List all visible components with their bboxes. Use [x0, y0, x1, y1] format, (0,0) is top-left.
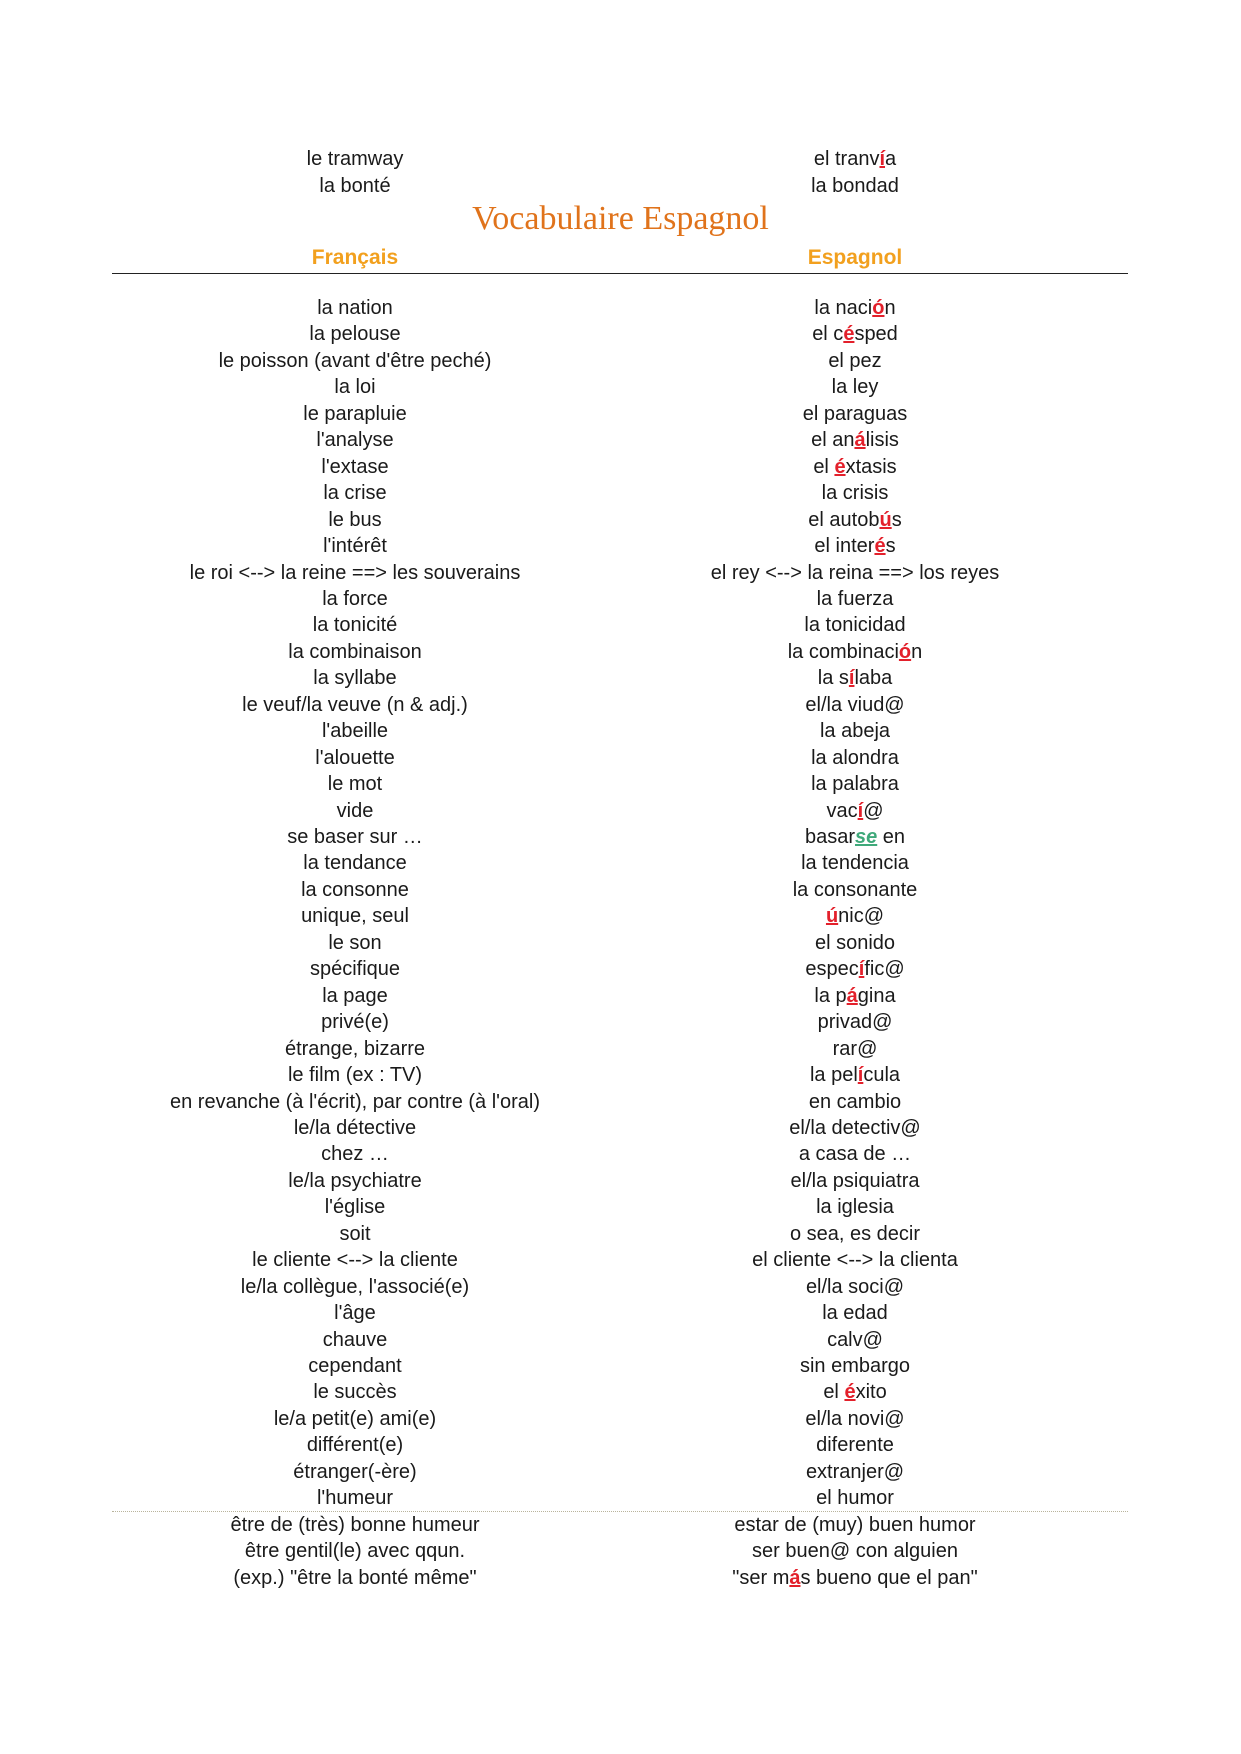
spanish-term — [610, 1062, 1100, 1088]
vocab-row — [0, 586, 1241, 612]
french-term: la crise — [323, 482, 387, 505]
vocab-row — [0, 295, 1241, 321]
french-term: l'alouette — [315, 746, 395, 769]
column-header-espagnol: Espagnol — [807, 246, 903, 269]
term-segment: calv@ — [827, 1328, 883, 1351]
spanish-term — [610, 824, 1100, 850]
spanish-term — [610, 560, 1100, 586]
vocab-row — [0, 956, 1241, 982]
vocab-row — [0, 877, 1241, 903]
spanish-term — [610, 295, 1100, 321]
vocab-row — [0, 1459, 1241, 1485]
term-segment: lisis — [865, 429, 899, 452]
spanish-term — [610, 507, 1100, 533]
french-term: le parapluie — [303, 402, 407, 425]
stress-highlight: é — [834, 455, 846, 478]
french-term: étrange, bizarre — [284, 1037, 426, 1060]
stress-highlight: se — [854, 826, 878, 848]
term-segment: xtasis — [845, 455, 897, 478]
term-segment: cula — [863, 1064, 901, 1087]
term-segment: el — [823, 1381, 845, 1404]
vocab-row — [0, 1115, 1241, 1141]
french-term: la consonne — [301, 878, 409, 901]
stress-highlight: ó — [898, 640, 912, 663]
term-segment: el sonido — [814, 931, 896, 954]
spanish-term — [610, 173, 1100, 199]
term-segment: ser buen@ con alguien — [752, 1540, 958, 1563]
vocab-row — [0, 1485, 1241, 1511]
french-term: l'extase — [321, 455, 389, 478]
term-segment: el/la soci@ — [805, 1275, 905, 1298]
french-term: le roi <--> la reine ==> les souverains — [189, 561, 521, 584]
spanish-term — [610, 1512, 1100, 1538]
vocab-row — [0, 1300, 1241, 1326]
spanish-term — [610, 1168, 1100, 1194]
term-segment: en cambio — [808, 1090, 902, 1113]
term-segment: el paraguas — [802, 402, 908, 425]
french-term: le bus — [328, 508, 382, 531]
page-title: Vocabulaire Espagnol — [472, 200, 769, 237]
french-term: différent(e) — [306, 1434, 404, 1457]
french-term: le son — [328, 931, 382, 954]
term-segment: a — [885, 148, 897, 170]
french-term: la syllabe — [313, 667, 397, 690]
french-term: l'intérêt — [323, 535, 387, 558]
vocab-row — [0, 348, 1241, 374]
vocab-row — [0, 1353, 1241, 1379]
spanish-term — [610, 1300, 1100, 1326]
term-segment: el rey <--> la reina ==> los reyes — [710, 561, 1000, 584]
vocab-row — [0, 745, 1241, 771]
vocab-row — [0, 1512, 1241, 1538]
french-term: privé(e) — [321, 1011, 389, 1034]
vocab-row — [0, 1062, 1241, 1088]
term-segment: estar de (muy) buen humor — [734, 1513, 976, 1536]
term-segment: el/la detectiv@ — [789, 1116, 921, 1139]
spanish-term — [610, 930, 1100, 956]
spanish-term — [610, 612, 1100, 638]
vocab-row — [0, 771, 1241, 797]
header-divider — [112, 273, 1128, 274]
term-segment: basar — [804, 826, 855, 848]
term-segment: sped — [854, 323, 898, 346]
spanish-term — [610, 983, 1100, 1009]
french-term: vide — [336, 799, 374, 822]
vocab-row — [0, 824, 1241, 850]
term-segment: xito — [855, 1381, 887, 1404]
term-segment: el/la psiquiatra — [790, 1169, 920, 1192]
vocab-row — [0, 798, 1241, 824]
vocab-row — [0, 1274, 1241, 1300]
term-segment: @ — [863, 799, 884, 822]
spanish-term — [610, 956, 1100, 982]
french-term: la tendance — [303, 852, 407, 875]
vocab-row — [0, 401, 1241, 427]
stress-highlight: é — [874, 535, 886, 558]
term-segment: el an — [811, 429, 855, 452]
term-segment: la crisis — [821, 482, 889, 505]
french-term: la force — [322, 587, 388, 610]
term-segment: el tranv — [813, 148, 880, 170]
spanish-term — [610, 348, 1100, 374]
stress-highlight: í — [857, 1064, 864, 1087]
term-segment: "ser m — [732, 1566, 790, 1589]
french-term: l'âge — [334, 1302, 376, 1325]
spanish-term — [610, 798, 1100, 824]
french-term: soit — [339, 1222, 371, 1245]
term-segment: laba — [854, 667, 893, 690]
spanish-term — [610, 1565, 1100, 1591]
vocab-row — [0, 533, 1241, 559]
term-segment: la p — [814, 984, 847, 1007]
stress-highlight: é — [843, 323, 855, 346]
term-segment: diferente — [816, 1434, 894, 1457]
spanish-term — [610, 1115, 1100, 1141]
vocab-row — [0, 692, 1241, 718]
vocab-row — [0, 1406, 1241, 1432]
french-term: le veuf/la veuve (n & adj.) — [242, 693, 468, 716]
term-segment: el — [813, 455, 835, 478]
french-term: unique, seul — [301, 905, 409, 928]
section-divider — [112, 1511, 1128, 1512]
stress-highlight: í — [848, 667, 855, 690]
spanish-term — [610, 718, 1100, 744]
spanish-term — [610, 665, 1100, 691]
stress-highlight: í — [858, 958, 865, 981]
term-segment: n — [911, 640, 923, 663]
term-segment: el autob — [808, 508, 880, 531]
vocab-row — [0, 173, 1241, 199]
spanish-term — [610, 321, 1100, 347]
french-term: (exp.) "être la bonté même" — [233, 1566, 477, 1589]
term-segment: vac — [826, 799, 858, 822]
term-segment: el pez — [828, 349, 882, 372]
spanish-term — [610, 427, 1100, 453]
spanish-term — [610, 850, 1100, 876]
term-segment: fic@ — [864, 958, 905, 981]
term-segment: privad@ — [817, 1011, 893, 1034]
vocab-row — [0, 480, 1241, 506]
french-term: être de (très) bonne humeur — [230, 1513, 480, 1536]
term-segment: nic@ — [838, 905, 885, 928]
term-segment: la fuerza — [816, 587, 894, 610]
stress-highlight: ó — [872, 297, 885, 319]
french-term: être gentil(le) avec qqun. — [244, 1540, 466, 1563]
french-term: chauve — [322, 1328, 388, 1351]
stress-highlight: ú — [825, 905, 839, 928]
term-segment: n — [884, 297, 896, 319]
stress-highlight: í — [857, 799, 864, 822]
vocab-row — [0, 1221, 1241, 1247]
term-segment: la abeja — [819, 720, 891, 743]
french-term: spécifique — [309, 958, 401, 981]
term-segment: la s — [817, 667, 849, 690]
spanish-term — [610, 771, 1100, 797]
spanish-term — [610, 745, 1100, 771]
term-segment: el/la viud@ — [805, 693, 905, 716]
term-segment: la iglesia — [816, 1196, 894, 1219]
term-segment: rar@ — [832, 1037, 878, 1060]
french-term: le mot — [327, 773, 383, 796]
french-term: en revanche (à l'écrit), par contre (à l'oral) — [169, 1090, 540, 1113]
french-term: le film (ex : TV) — [287, 1064, 423, 1087]
stress-highlight: á — [789, 1566, 801, 1589]
vocab-row — [0, 850, 1241, 876]
vocab-row — [0, 560, 1241, 586]
spanish-term — [610, 1274, 1100, 1300]
spanish-term — [610, 639, 1100, 665]
french-term: la nation — [317, 297, 393, 319]
spanish-term — [610, 1247, 1100, 1273]
term-segment: el cliente <--> la clienta — [752, 1249, 958, 1272]
spanish-term — [610, 454, 1100, 480]
spanish-term — [610, 533, 1100, 559]
spanish-term — [610, 692, 1100, 718]
term-segment: el/la novi@ — [805, 1407, 905, 1430]
term-segment: s bueno que el pan" — [800, 1566, 978, 1589]
stress-highlight: í — [879, 148, 886, 170]
vocab-row — [0, 1565, 1241, 1591]
spanish-term — [610, 1406, 1100, 1432]
vocab-row — [0, 321, 1241, 347]
spanish-term — [610, 1036, 1100, 1062]
term-segment: o sea, es decir — [789, 1222, 921, 1245]
term-segment: espec — [805, 958, 859, 981]
term-segment: a casa de … — [798, 1143, 912, 1166]
term-segment: la pel — [809, 1064, 858, 1087]
french-term: l'analyse — [316, 429, 394, 452]
vocab-row — [0, 983, 1241, 1009]
spanish-term — [610, 1089, 1100, 1115]
term-segment: la edad — [822, 1302, 888, 1325]
vocab-row — [0, 1009, 1241, 1035]
vocab-row — [0, 930, 1241, 956]
term-segment: la naci — [814, 297, 873, 319]
vocab-row — [0, 1036, 1241, 1062]
vocab-row — [0, 903, 1241, 929]
spanish-term — [610, 146, 1100, 172]
spanish-term — [610, 480, 1100, 506]
french-term: la pelouse — [309, 323, 401, 346]
french-term: se baser sur … — [287, 826, 423, 848]
stress-highlight: é — [844, 1381, 856, 1404]
vocab-row — [0, 665, 1241, 691]
french-term: le tramway — [306, 148, 404, 170]
spanish-term — [610, 401, 1100, 427]
spanish-term — [610, 586, 1100, 612]
vocab-row — [0, 1089, 1241, 1115]
french-term: la combinaison — [288, 640, 422, 663]
stress-highlight: ú — [879, 508, 892, 531]
french-term: le/a petit(e) ami(e) — [273, 1407, 437, 1430]
vocab-row — [0, 1141, 1241, 1167]
french-term: le/la psychiatre — [288, 1169, 422, 1192]
term-segment: s — [891, 508, 902, 531]
term-segment: la alondra — [811, 746, 899, 769]
french-term: le/la collègue, l'associé(e) — [240, 1275, 470, 1298]
term-segment: la palabra — [811, 773, 899, 796]
spanish-term — [610, 1459, 1100, 1485]
term-segment: la consonante — [792, 878, 918, 901]
column-header-francais: Français — [311, 246, 399, 269]
french-term: cependant — [308, 1355, 402, 1377]
term-segment: s — [885, 535, 896, 558]
term-segment: gina — [857, 984, 896, 1007]
vocab-row — [0, 1194, 1241, 1220]
term-segment: la combinaci — [787, 640, 899, 663]
spanish-term — [610, 1009, 1100, 1035]
spanish-term — [610, 1221, 1100, 1247]
stress-highlight: á — [854, 429, 866, 452]
term-segment: el c — [812, 323, 844, 346]
spanish-term — [610, 1141, 1100, 1167]
vocab-row — [0, 1247, 1241, 1273]
french-term: la tonicité — [312, 614, 398, 637]
spanish-term — [610, 1379, 1100, 1405]
term-segment: extranjer@ — [805, 1460, 905, 1483]
vocab-row — [0, 374, 1241, 400]
spanish-term — [610, 877, 1100, 903]
vocab-row — [0, 1168, 1241, 1194]
term-segment: la ley — [831, 376, 879, 399]
spanish-term — [610, 374, 1100, 400]
term-segment: el inter — [814, 535, 875, 558]
french-term: le/la détective — [293, 1116, 417, 1139]
vocab-row — [0, 1432, 1241, 1458]
vocab-row — [0, 146, 1241, 172]
french-term: la page — [322, 984, 388, 1007]
french-term: la bonté — [319, 174, 391, 197]
term-segment: en — [877, 826, 906, 848]
vocab-row — [0, 1538, 1241, 1564]
french-term: la loi — [334, 376, 376, 399]
stress-highlight: á — [846, 984, 858, 1007]
spanish-term — [610, 1353, 1100, 1379]
french-term: l'église — [324, 1196, 386, 1219]
term-segment: el humor — [816, 1487, 894, 1510]
vocab-row — [0, 1379, 1241, 1405]
vocab-row — [0, 507, 1241, 533]
vocab-row — [0, 427, 1241, 453]
spanish-term — [610, 1327, 1100, 1353]
term-segment: sin embargo — [799, 1355, 911, 1377]
spanish-term — [610, 1194, 1100, 1220]
spanish-term — [610, 903, 1100, 929]
term-segment: la tendencia — [801, 852, 909, 875]
spanish-term — [610, 1538, 1100, 1564]
french-term: le cliente <--> la cliente — [252, 1249, 458, 1272]
vocab-row — [0, 718, 1241, 744]
french-term: l'abeille — [321, 720, 389, 743]
term-segment: la tonicidad — [804, 614, 906, 637]
vocab-row — [0, 639, 1241, 665]
spanish-term — [610, 1432, 1100, 1458]
vocab-row — [0, 612, 1241, 638]
french-term: le poisson (avant d'être peché) — [218, 349, 492, 372]
french-term: chez … — [321, 1143, 389, 1166]
french-term: l'humeur — [316, 1487, 394, 1510]
spanish-term — [610, 1485, 1100, 1511]
vocab-row — [0, 1327, 1241, 1353]
french-term: étranger(-ère) — [293, 1460, 417, 1483]
term-segment: la bondad — [811, 174, 899, 197]
french-term: le succès — [313, 1381, 397, 1404]
vocab-row — [0, 454, 1241, 480]
